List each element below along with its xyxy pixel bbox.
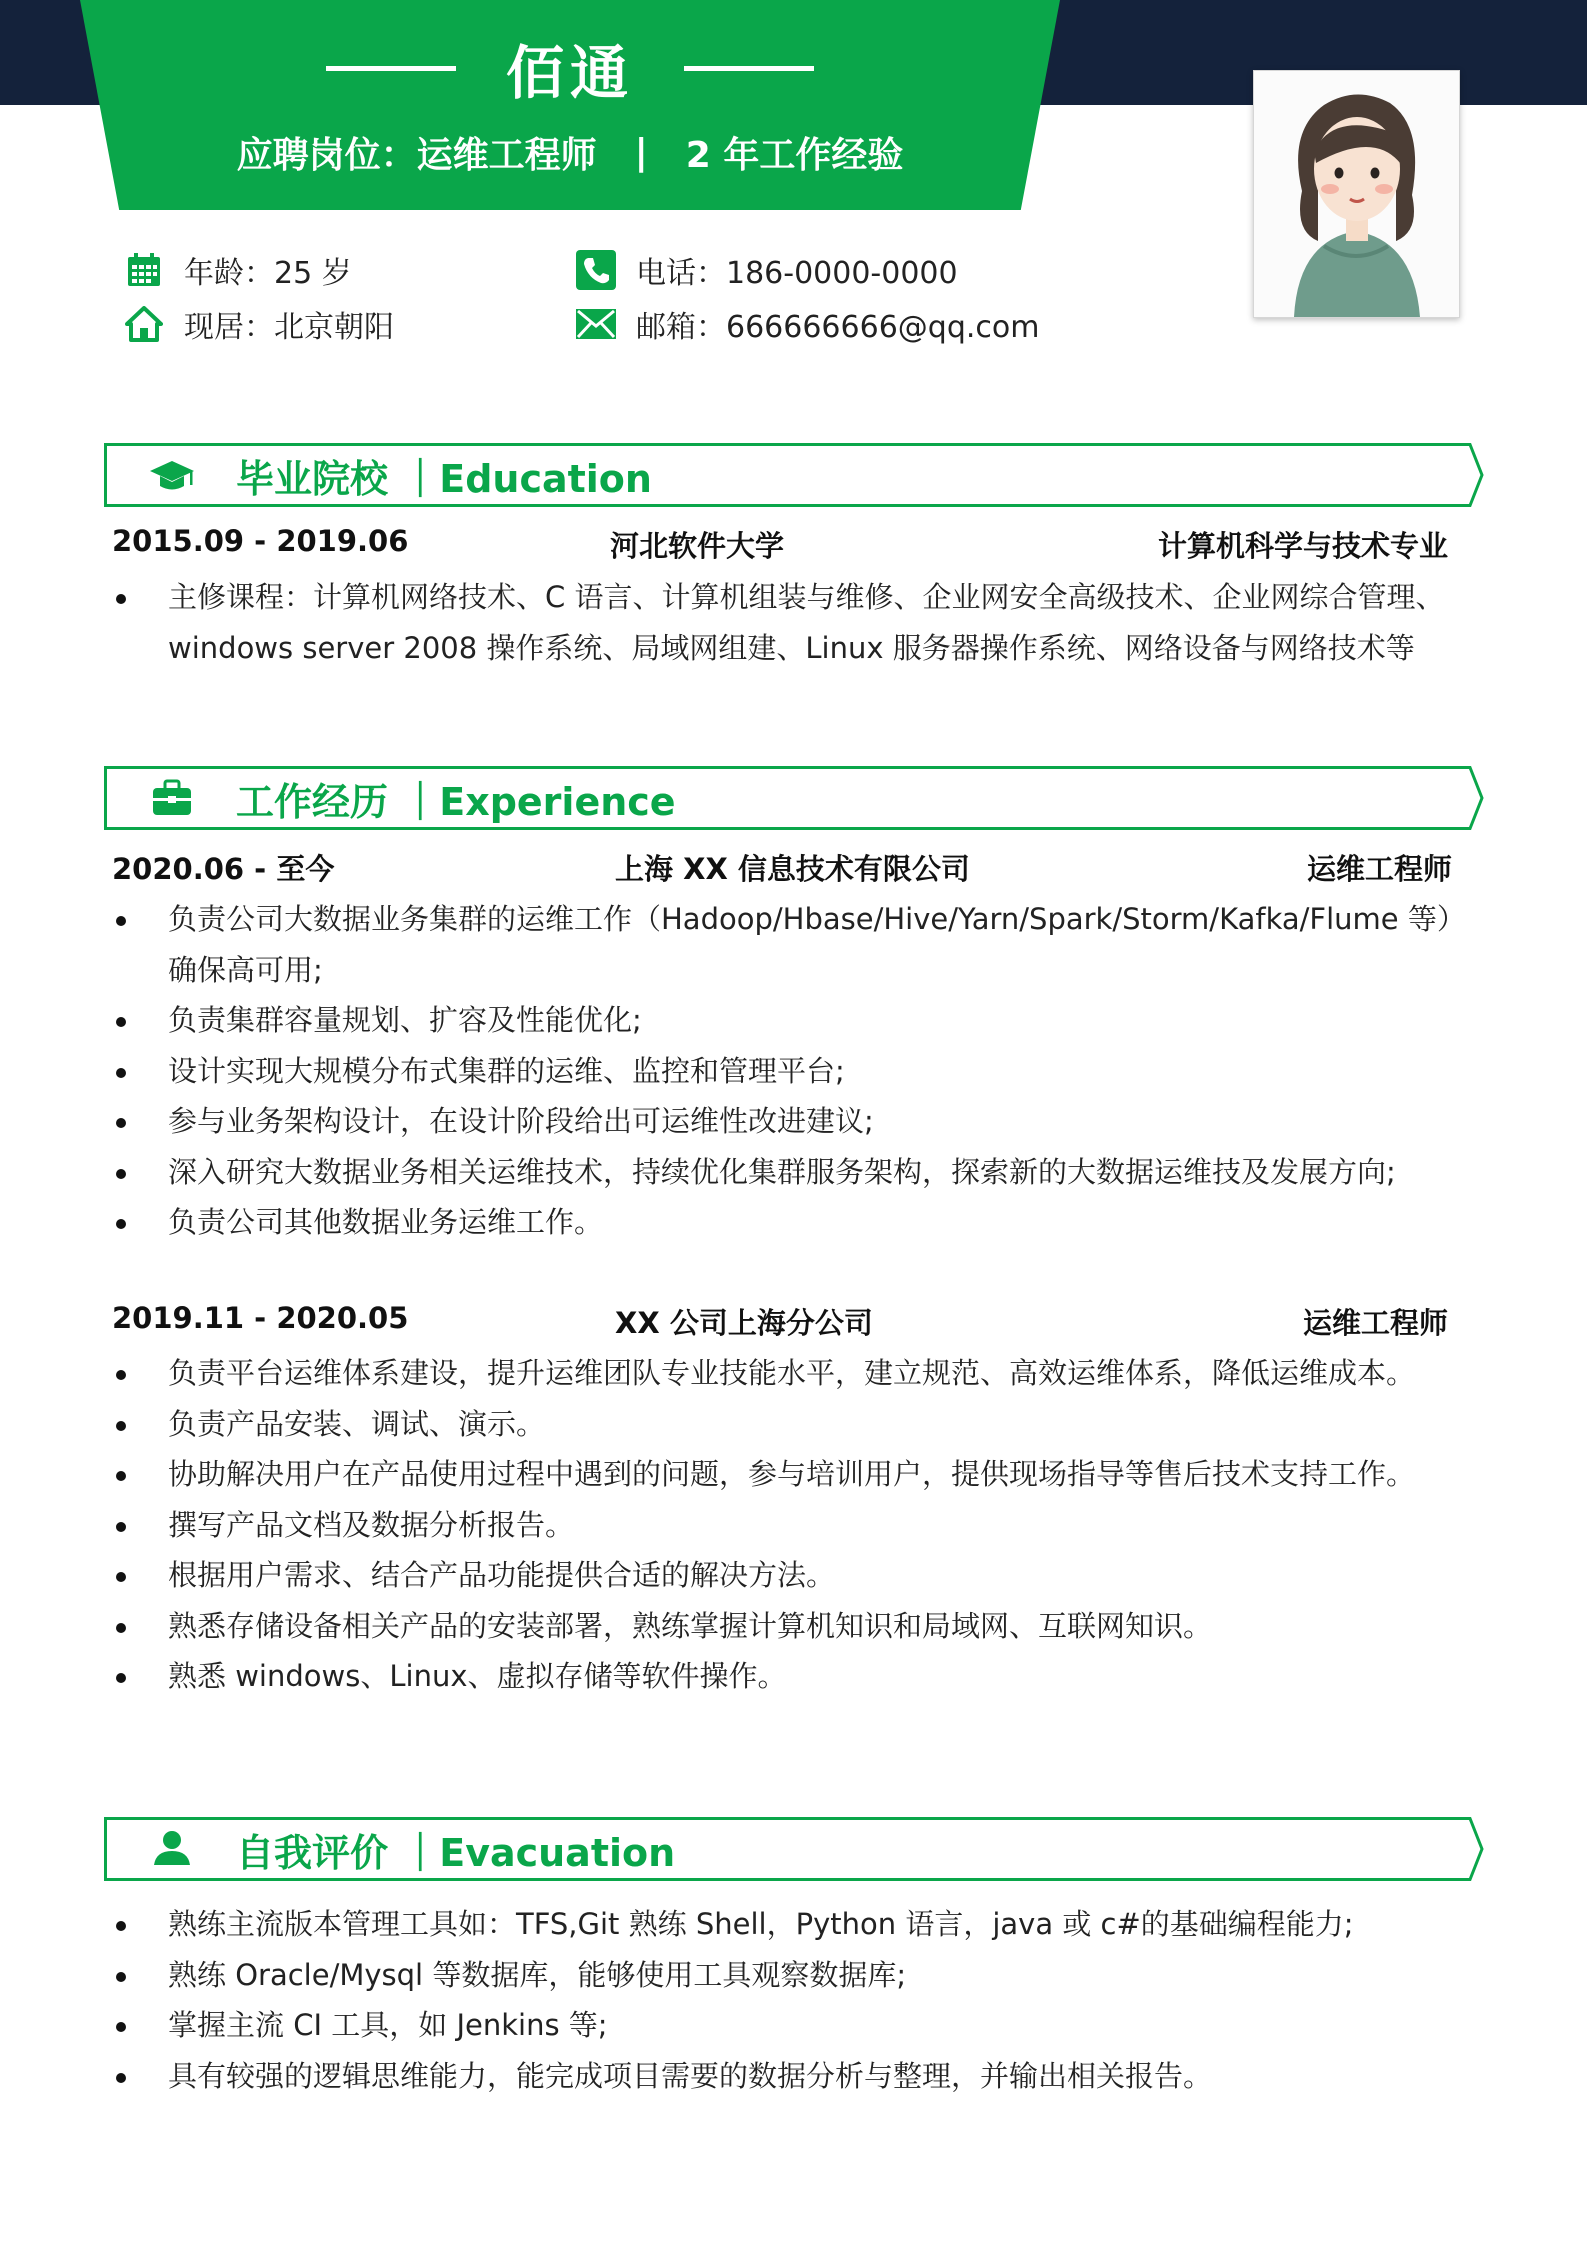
list-item: 负责集群容量规划、扩容及性能优化; [112, 995, 1472, 1046]
calendar-icon [124, 250, 164, 290]
avatar-illustration [1254, 71, 1459, 317]
name-right-rule [684, 66, 814, 71]
evaluation-section-header [104, 1817, 1484, 1881]
job-position: 应聘岗位：运维工程师 [236, 134, 597, 176]
job-row [112, 1301, 1464, 1345]
contact-phone [576, 248, 958, 292]
education-row [112, 524, 1464, 568]
home-icon [124, 304, 164, 344]
list-item: 掌握主流 CI 工具，如 Jenkins 等; [112, 2000, 1472, 2051]
list-item: 负责公司其他数据业务运维工作。 [112, 1197, 1472, 1248]
list-item: 撰写产品文档及数据分析报告。 [112, 1500, 1472, 1551]
job-row [112, 847, 1464, 891]
education-major: 计算机科学与技术专业 [1157, 529, 1448, 563]
evaluation-bullets [112, 1899, 1472, 2101]
education-section-header [104, 443, 1484, 507]
job-period: 2019.11 - 2020.05 [112, 1301, 409, 1335]
list-item: 具有较强的逻辑思维能力，能完成项目需要的数据分析与整理，并输出相关报告。 [112, 2051, 1472, 2102]
job-role: 运维工程师 [1306, 852, 1452, 886]
work-experience-years: 2 年工作经验 [685, 134, 904, 176]
graduation-cap-icon [150, 455, 194, 495]
list-item: 熟练 Oracle/Mysql 等数据库，能够使用工具观察数据库; [112, 1950, 1472, 2001]
education-school: 河北软件大学 [610, 529, 785, 563]
list-item: 负责产品安装、调试、演示。 [112, 1399, 1472, 1450]
subtitle-separator: | [634, 131, 648, 173]
experience-section-header [104, 766, 1484, 830]
job-period: 2020.06 - 至今 [112, 852, 335, 886]
list-item: 负责公司大数据业务集群的运维工作（Hadoop/Hbase/Hive/Yarn/Spark/Storm/Kafka/Flume 等）确保高可用; [112, 894, 1472, 995]
contact-email [576, 302, 1039, 346]
user-icon [150, 1829, 194, 1869]
education-title: 毕业院校 ｜Education [236, 456, 652, 501]
list-item: 主修课程：计算机网络技术、C 语言、计算机组装与维修、企业网安全高级技术、企业网综合管理、windows server 2008 操作系统、局域网组建、Linux 服务器操作系统、网络设备与网络技术等 [112, 572, 1472, 673]
contact-residence [124, 302, 394, 346]
briefcase-icon [150, 778, 194, 818]
email-text: 邮箱：666666666@qq.com [636, 310, 1040, 345]
name-row [80, 28, 1060, 108]
experience-title: 工作经历 ｜Experience [236, 779, 676, 824]
age-text: 年龄：25 岁 [184, 256, 352, 291]
residence-text: 现居：北京朝阳 [184, 310, 394, 345]
list-item: 熟悉存储设备相关产品的安装部署，熟练掌握计算机知识和局域网、互联网知识。 [112, 1601, 1472, 1652]
job-company: 上海 XX 信息技术有限公司 [615, 852, 970, 886]
list-item: 熟悉 windows、Linux、虚拟存储等软件操作。 [112, 1651, 1472, 1702]
mail-icon [576, 304, 616, 344]
education-period: 2015.09 - 2019.06 [112, 524, 409, 558]
phone-icon [576, 250, 616, 290]
job-bullets [112, 894, 1472, 1248]
job-role: 运维工程师 [1302, 1306, 1448, 1340]
list-item: 负责平台运维体系建设，提升运维团队专业技能水平，建立规范、高效运维体系，降低运维成本。 [112, 1348, 1472, 1399]
list-item: 设计实现大规模分布式集群的运维、监控和管理平台; [112, 1046, 1472, 1097]
job-company: XX 公司上海分公司 [615, 1306, 873, 1340]
list-item: 深入研究大数据业务相关运维技术，持续优化集群服务架构，探索新的大数据运维技及发展方向; [112, 1147, 1472, 1198]
phone-text: 电话：186-0000-0000 [636, 256, 958, 291]
education-bullets [112, 572, 1472, 673]
avatar [1253, 70, 1460, 318]
contact-age [124, 248, 352, 292]
candidate-name: 佰通 [505, 39, 634, 107]
list-item: 熟练主流版本管理工具如：TFS,Git 熟练 Shell，Python 语言，java 或 c#的基础编程能力; [112, 1899, 1472, 1950]
header-subtitle [80, 122, 1060, 182]
list-item: 根据用户需求、结合产品功能提供合适的解决方法。 [112, 1550, 1472, 1601]
name-left-rule [326, 66, 456, 71]
job-bullets [112, 1348, 1472, 1702]
list-item: 协助解决用户在产品使用过程中遇到的问题，参与培训用户，提供现场指导等售后技术支持工作。 [112, 1449, 1472, 1500]
evaluation-title: 自我评价 ｜Evacuation [236, 1830, 676, 1875]
list-item: 参与业务架构设计，在设计阶段给出可运维性改进建议; [112, 1096, 1472, 1147]
